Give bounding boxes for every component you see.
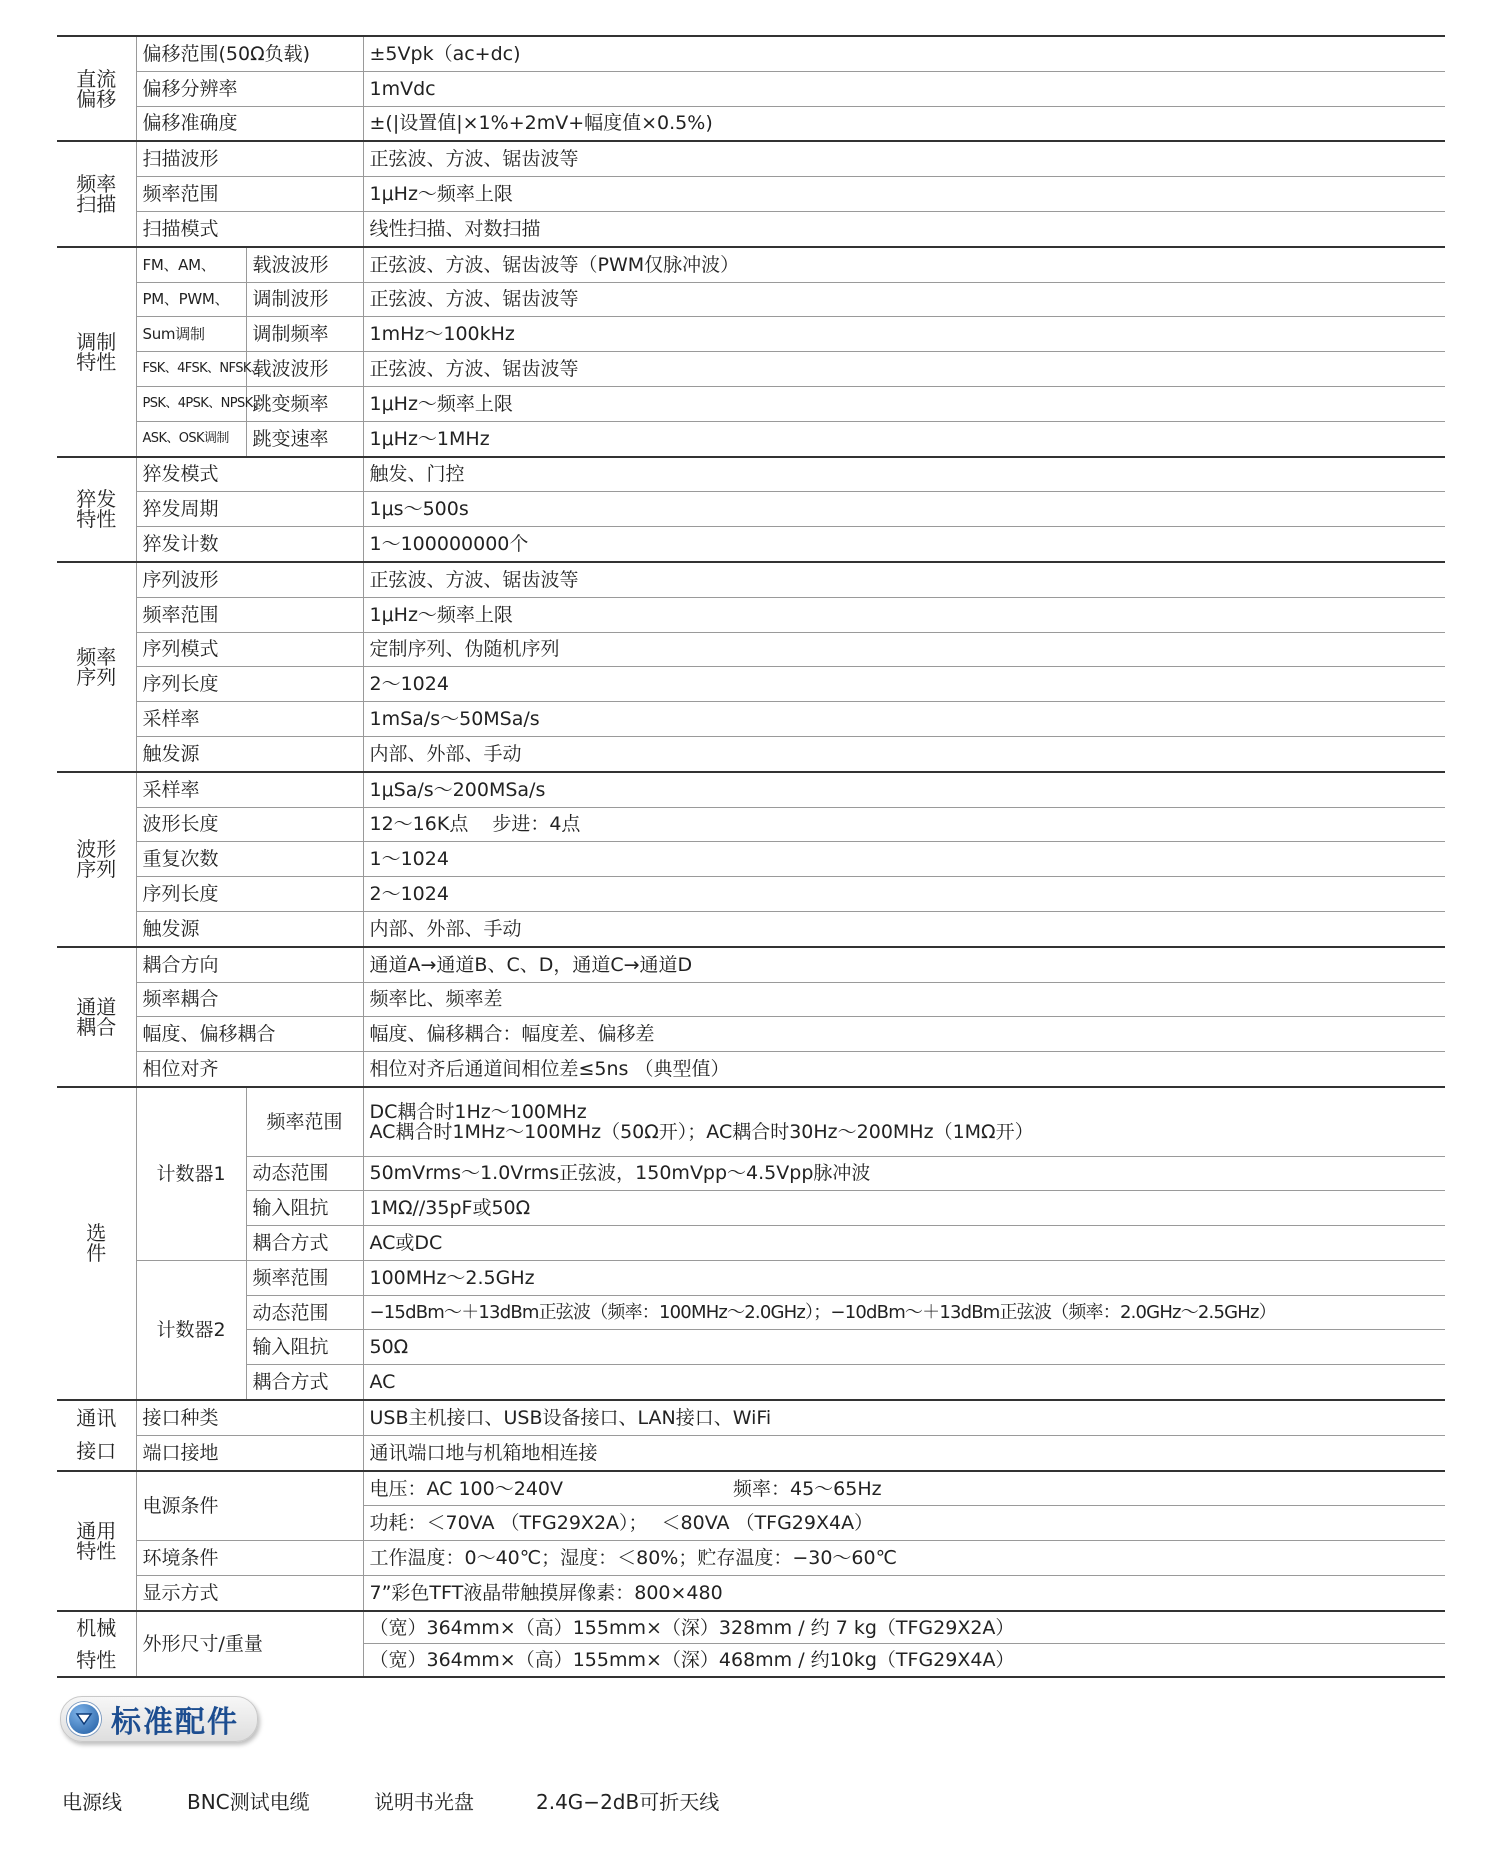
spec-label: 触发源 [136, 911, 363, 946]
spec-label: 序列长度 [136, 877, 363, 912]
category-waveform-sequence: 波形 序列 [57, 772, 136, 947]
spec-value: USB主机接口、USB设备接口、LAN接口、WiFi [363, 1400, 1445, 1435]
spec-label: 动态范围 [246, 1156, 363, 1191]
spec-value: 1～1024 [363, 842, 1445, 877]
modulation-type-label: ASK、OSK调制 [136, 421, 246, 456]
spec-value: 内部、外部、手动 [363, 736, 1445, 771]
spec-label: 采样率 [136, 772, 363, 807]
spec-label: 动态范围 [246, 1295, 363, 1330]
spec-value: 正弦波、方波、锯齿波等（PWM仅脉冲波） [363, 247, 1445, 282]
spec-label: 偏移分辨率 [136, 71, 363, 106]
spec-label: 序列长度 [136, 667, 363, 702]
accessory-item: 说明书光盘 [374, 1790, 474, 1814]
spec-label: 接口种类 [136, 1400, 363, 1435]
spec-label: 电源条件 [136, 1471, 363, 1541]
spec-label: 跳变频率 [246, 386, 363, 421]
spec-value: 正弦波、方波、锯齿波等 [363, 141, 1445, 176]
spec-label: 输入阻抗 [246, 1330, 363, 1365]
spec-value: 1～100000000个 [363, 527, 1445, 562]
category-burst: 猝发 特性 [57, 457, 136, 562]
spec-label: 耦合方式 [246, 1226, 363, 1261]
spec-label: 序列模式 [136, 632, 363, 667]
spec-value: 1mSa/s～50MSa/s [363, 702, 1445, 737]
spec-label: 载波波形 [246, 247, 363, 282]
category-sweep: 频率 扫描 [57, 141, 136, 246]
spec-label: 相位对齐 [136, 1052, 363, 1087]
spec-label: 调制频率 [246, 317, 363, 352]
spec-value: 1μHz～频率上限 [363, 177, 1445, 212]
spec-value: 内部、外部、手动 [363, 911, 1445, 946]
spec-label: 跳变速率 [246, 421, 363, 456]
spec-label: 波形长度 [136, 807, 363, 842]
spec-label: 偏移范围(50Ω负载) [136, 36, 363, 71]
power-frequency: 频率：45～65Hz [733, 1477, 882, 1500]
power-voltage: 电压：AC 100～240V [369, 1477, 563, 1500]
category-channel-coupling: 通道 耦合 [57, 947, 136, 1087]
counter1-label: 计数器1 [136, 1087, 246, 1260]
spec-table [57, 35, 1445, 1678]
spec-value: 定制序列、伪随机序列 [363, 632, 1445, 667]
spec-value: AC或DC [363, 1226, 1445, 1261]
spec-value: 幅度、偏移耦合：幅度差、偏移差 [363, 1017, 1445, 1052]
spec-value: 工作温度：0～40℃；湿度：＜80%；贮存温度：−30～60℃ [363, 1541, 1445, 1576]
spec-value: 7”彩色TFT液晶带触摸屏像素：800×480 [363, 1576, 1445, 1611]
spec-label: 序列波形 [136, 562, 363, 597]
spec-value: ±(|设置值|×1%+2mV+幅度值×0.5%) [363, 106, 1445, 141]
spec-label: 载波波形 [246, 352, 363, 387]
modulation-type-label: FM、AM、 [136, 247, 246, 282]
spec-label: 输入阻抗 [246, 1191, 363, 1226]
accessories-list [62, 1786, 719, 1815]
spec-label: 频率范围 [136, 177, 363, 212]
spec-value: 1μHz～1MHz [363, 421, 1445, 456]
spec-value: 线性扫描、对数扫描 [363, 211, 1445, 246]
spec-value: （宽）364mm×（高）155mm×（深）468mm / 约10kg（TFG29X4A） [363, 1644, 1445, 1677]
spec-value: 2～1024 [363, 877, 1445, 912]
spec-value: 通道A→通道B、C、D，通道C→通道D [363, 947, 1445, 982]
spec-value: AC [363, 1365, 1445, 1400]
modulation-type-label: Sum调制 [136, 317, 246, 352]
spec-label: 触发源 [136, 736, 363, 771]
accessory-item: 2.4G−2dB可折天线 [536, 1790, 720, 1814]
category-communication: 通讯 接口 [57, 1400, 136, 1471]
spec-label: 耦合方向 [136, 947, 363, 982]
spec-label: 调制波形 [246, 282, 363, 317]
spec-label: 猝发周期 [136, 492, 363, 527]
spec-label: 耦合方式 [246, 1365, 363, 1400]
power-consumption-4ch: ＜80VA （TFG29X4A） [661, 1512, 874, 1535]
accessory-item: BNC测试电缆 [187, 1790, 310, 1814]
waveform-length-step: 步进：4点 [492, 813, 581, 836]
category-mechanical: 机械 特性 [57, 1611, 136, 1677]
spec-value: ±5Vpk（ac+dc) [363, 36, 1445, 71]
spec-label: 频率范围 [246, 1087, 363, 1156]
spec-label: 扫描模式 [136, 211, 363, 246]
spec-value: （宽）364mm×（高）155mm×（深）328mm / 约 7 kg（TFG29X2A） [363, 1611, 1445, 1644]
standard-accessories-heading [60, 1696, 258, 1742]
spec-value: 通讯端口地与机箱地相连接 [363, 1435, 1445, 1470]
spec-value [363, 807, 1445, 842]
accessory-item: 电源线 [62, 1790, 122, 1814]
spec-value: 50Ω [363, 1330, 1445, 1365]
category-general: 通用 特性 [57, 1471, 136, 1611]
spec-value: 1μHz～频率上限 [363, 386, 1445, 421]
category-dc-offset: 直流 偏移 [57, 36, 136, 141]
spec-value: 1MΩ//35pF或50Ω [363, 1191, 1445, 1226]
spec-value: 1μs～500s [363, 492, 1445, 527]
spec-label: 扫描波形 [136, 141, 363, 176]
counter2-label: 计数器2 [136, 1260, 246, 1400]
spec-label: 重复次数 [136, 842, 363, 877]
spec-value: 正弦波、方波、锯齿波等 [363, 282, 1445, 317]
spec-value: 1μSa/s～200MSa/s [363, 772, 1445, 807]
spec-label: 频率范围 [136, 597, 363, 632]
waveform-length-value: 12～16K点 [369, 813, 469, 836]
spec-value [363, 1471, 1445, 1506]
spec-value [363, 1506, 1445, 1541]
spec-label: 环境条件 [136, 1541, 363, 1576]
spec-value: −15dBm～＋13dBm正弦波（频率：100MHz～2.0GHz）；−10dBm～＋13dBm正弦波（频率：2.0GHz～2.5GHz） [363, 1295, 1445, 1330]
spec-label: 显示方式 [136, 1576, 363, 1611]
spec-label: 外形尺寸/重量 [136, 1611, 363, 1677]
spec-label: 频率耦合 [136, 982, 363, 1017]
spec-label: 偏移准确度 [136, 106, 363, 141]
section-title: 标准配件 [111, 1705, 239, 1740]
modulation-type-label: PSK、4PSK、NPSK、 [136, 386, 246, 421]
spec-value: 相位对齐后通道间相位差≤5ns （典型值） [363, 1052, 1445, 1087]
spec-label: 猝发模式 [136, 457, 363, 492]
spec-value: 正弦波、方波、锯齿波等 [363, 562, 1445, 597]
chevron-down-icon [67, 1702, 101, 1736]
category-options: 选 件 [57, 1087, 136, 1400]
spec-value: 50mVrms～1.0Vrms正弦波，150mVpp～4.5Vpp脉冲波 [363, 1156, 1445, 1191]
spec-value: 1mHz～100kHz [363, 317, 1445, 352]
spec-value: DC耦合时1Hz～100MHz AC耦合时1MHz～100MHz（50Ω开）；AC耦合时30Hz～200MHz（1MΩ开） [363, 1087, 1445, 1156]
spec-value: 正弦波、方波、锯齿波等 [363, 352, 1445, 387]
power-consumption-2ch: 功耗：＜70VA （TFG29X2A）； [369, 1512, 648, 1535]
spec-label: 采样率 [136, 702, 363, 737]
spec-value: 触发、门控 [363, 457, 1445, 492]
spec-value: 2～1024 [363, 667, 1445, 702]
spec-label: 端口接地 [136, 1435, 363, 1470]
spec-value: 1μHz～频率上限 [363, 597, 1445, 632]
spec-value: 1mVdc [363, 71, 1445, 106]
spec-label: 幅度、偏移耦合 [136, 1017, 363, 1052]
modulation-type-label: FSK、4FSK、NFSK、 [136, 352, 246, 387]
spec-value: 100MHz～2.5GHz [363, 1260, 1445, 1295]
spec-value: 频率比、频率差 [363, 982, 1445, 1017]
spec-label: 猝发计数 [136, 527, 363, 562]
category-frequency-sequence: 频率 序列 [57, 562, 136, 772]
modulation-type-label: PM、PWM、 [136, 282, 246, 317]
category-modulation: 调制 特性 [57, 247, 136, 457]
spec-label: 频率范围 [246, 1260, 363, 1295]
